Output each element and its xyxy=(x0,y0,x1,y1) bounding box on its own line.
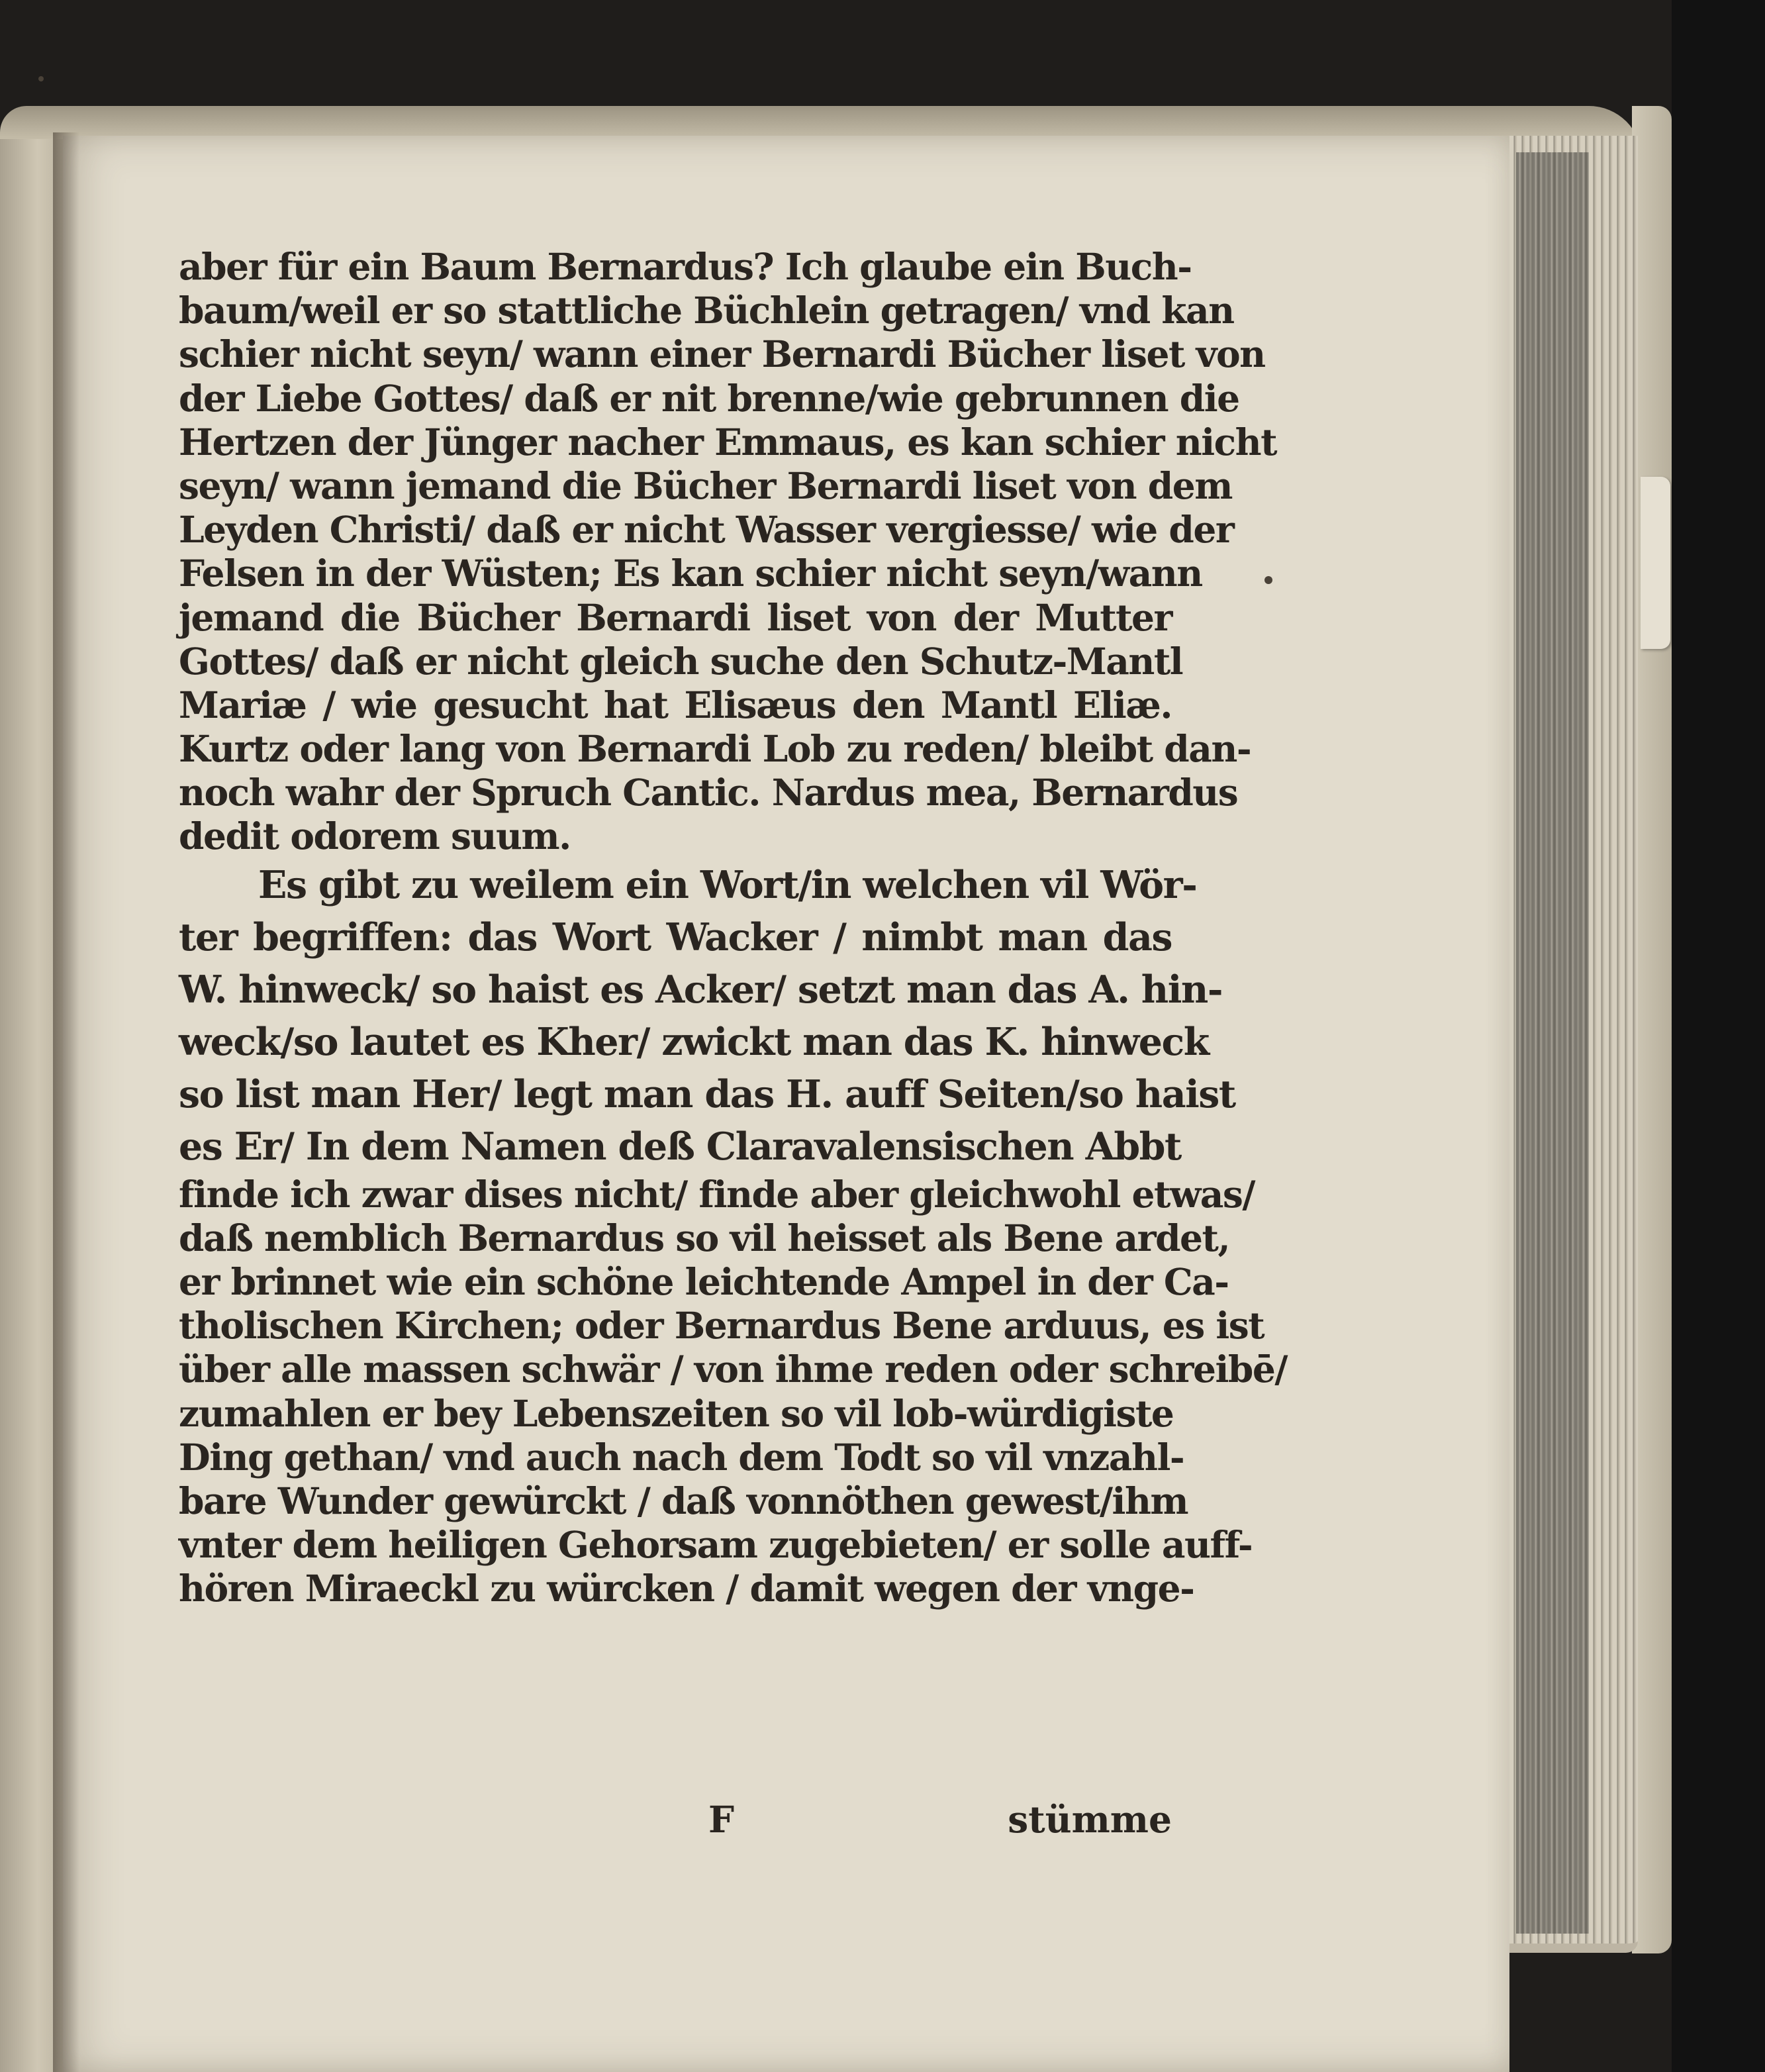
text-line: aber für ein Baum Bernardus? Ich glaube ein Buch- xyxy=(179,245,1192,288)
text-line: bare Wunder gewürckt / daß vonnöthen gewest/ihm xyxy=(179,1479,1188,1522)
bookmark-tab xyxy=(1641,477,1670,649)
text-line: über alle massen schwär / von ihme reden oder schreibē/ xyxy=(179,1348,1287,1391)
text-line: daß nemblich Bernardus so vil heisset als Bene ardet, xyxy=(179,1216,1230,1259)
ink-speck xyxy=(1264,576,1272,584)
gutter-shadow xyxy=(53,132,79,2072)
text-line: Hertzen der Jünger nacher Emmaus, es kan schier nicht xyxy=(179,420,1276,464)
text-line: weck/so lautet es Kher/ zwickt man das K. hinweck xyxy=(179,1019,1209,1064)
text-line: schier nicht seyn/ wann einer Bernardi Bücher liset von xyxy=(179,332,1265,376)
text-line: dedit odorem suum. xyxy=(179,814,571,858)
page-stack-shadow xyxy=(1516,152,1589,1934)
ink-speck xyxy=(38,76,44,81)
text-line: finde ich zwar dises nicht/ finde aber gleichwohl etwas/ xyxy=(179,1172,1255,1216)
text-line: baum/weil er so stattliche Büchlein getragen/ vnd kan xyxy=(179,289,1234,332)
signature-mark: F xyxy=(708,1798,735,1841)
background-right xyxy=(1672,0,1765,2072)
text-line: noch wahr der Spruch Cantic. Nardus mea, Bernardus xyxy=(179,771,1238,814)
text-line: tholischen Kirchen; oder Bernardus Bene arduus, es ist xyxy=(179,1304,1264,1348)
text-line: Leyden Christi/ daß er nicht Wasser vergiesse/ wie der xyxy=(179,508,1234,552)
page-footer xyxy=(179,1798,1172,1844)
text-line: W. hinweck/ so haist es Acker/ setzt man das A. hin- xyxy=(179,967,1222,1012)
text-line: vnter dem heiligen Gehorsam zugebieten/ er solle auff- xyxy=(179,1523,1253,1567)
text-line: ter begriffen: das Wort Wacker / nimbt man das xyxy=(179,914,1172,960)
text-line: es Er/ In dem Namen deß Claravalensischen Abbt xyxy=(179,1124,1181,1169)
text-line: Es gibt zu weilem ein Wort/in welchen vil Wör- xyxy=(258,862,1197,907)
body-text xyxy=(179,245,1287,1611)
text-line: so list man Her/ legt man das H. auff Seiten/so haist xyxy=(179,1071,1235,1116)
text-line: Mariæ / wie gesucht hat Elisæus den Mantl Eliæ. xyxy=(179,683,1172,726)
text-line: hören Miraeckl zu würcken / damit wegen der vnge- xyxy=(179,1567,1194,1610)
text-line: Kurtz oder lang von Bernardi Lob zu reden/ bleibt dan- xyxy=(179,727,1251,771)
text-line: Ding gethan/ vnd auch nach dem Todt so vil vnzahl- xyxy=(179,1435,1184,1479)
text-line: Gottes/ daß er nicht gleich suche den Schutz-Mantl xyxy=(179,639,1183,683)
text-line: seyn/ wann jemand die Bücher Bernardi liset von dem xyxy=(179,464,1232,507)
catchword: stümme xyxy=(1008,1798,1172,1841)
text-line: er brinnet wie ein schöne leichtende Ampel in der Ca- xyxy=(179,1260,1229,1303)
text-line: zumahlen er bey Lebenszeiten so vil lob-würdigiste xyxy=(179,1391,1174,1435)
text-line: jemand die Bücher Bernardi liset von der Mutter xyxy=(179,595,1172,639)
text-line: Felsen in der Wüsten; Es kan schier nicht seyn/wann xyxy=(179,552,1202,595)
book-cover-edge xyxy=(1632,106,1672,1953)
text-line: der Liebe Gottes/ daß er nit brenne/wie gebrunnen die xyxy=(179,376,1239,420)
